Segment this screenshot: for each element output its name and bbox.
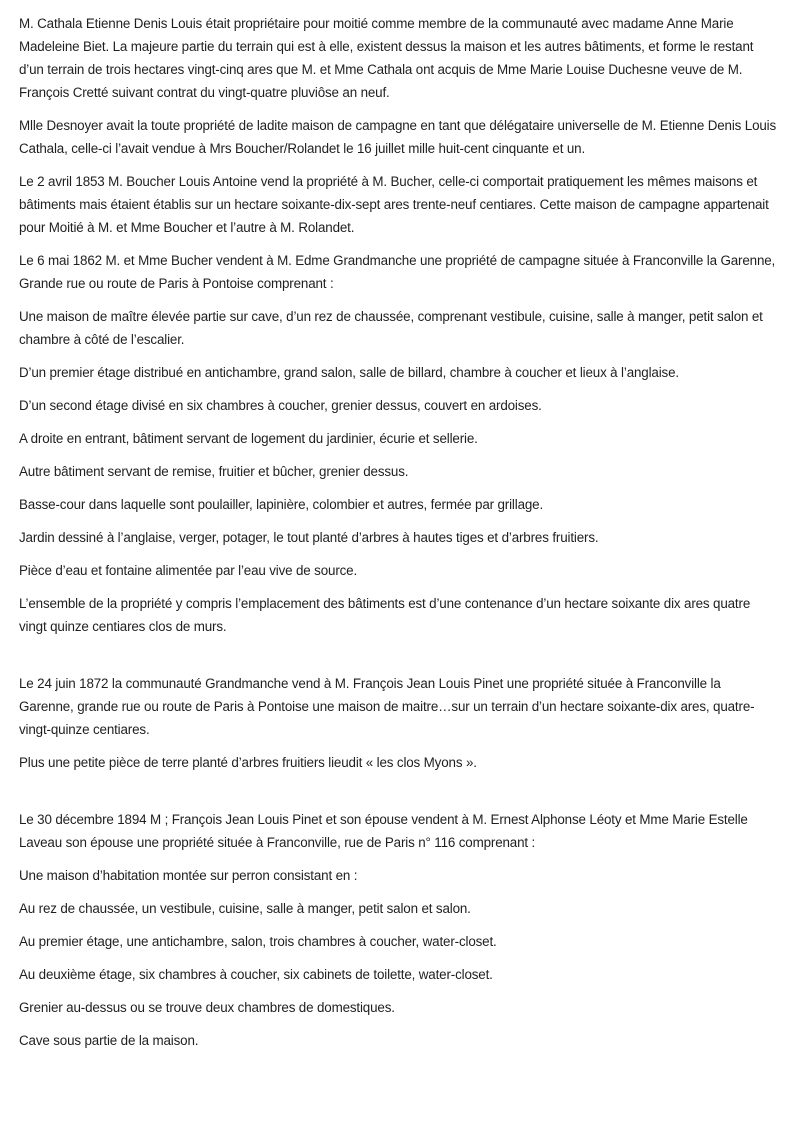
paragraph: Jardin dessiné à l’anglaise, verger, potager, le tout planté d’arbres à hautes tiges et d’arbres fruitiers. (19, 530, 599, 545)
section-grandmanche-sale (19, 672, 777, 774)
paragraph: Le 24 juin 1872 la communauté Grandmanche vend à M. François Jean Louis Pinet une propriété située à Franconville la Garenne, grande rue ou route de Paris à Pontoise une maison de maitre…sur un terrain d’un hectare soixante-dix ares, quatre-vingt-quinze centiares. (19, 676, 755, 737)
paragraph: Le 6 mai 1862 M. et Mme Bucher vendent à M. Edme Grandmanche une propriété de campagne située à Franconville la Garenne, Grande rue ou route de Paris à Pontoise comprenant : (19, 253, 776, 291)
paragraph: Cave sous partie de la maison. (19, 1033, 199, 1048)
section-cathala-history (19, 12, 777, 638)
section-gap (19, 648, 777, 672)
section-pinet-sale (19, 808, 777, 1052)
paragraph: Basse-cour dans laquelle sont poulailler, lapinière, colombier et autres, fermée par grillage. (19, 497, 544, 512)
paragraph: Pièce d’eau et fontaine alimentée par l’eau vive de source. (19, 563, 358, 578)
paragraph: Le 30 décembre 1894 M ; François Jean Louis Pinet et son épouse vendent à M. Ernest Alphonse Léoty et Mme Marie Estelle Laveau son épouse une propriété située à Franconville, rue de Paris n° 116 comprenant : (19, 812, 748, 850)
paragraph: Plus une petite pièce de terre planté d’arbres fruitiers lieudit « les clos Myons ». (19, 755, 477, 770)
paragraph: Mlle Desnoyer avait la toute propriété de ladite maison de campagne en tant que délégataire universelle de M. Etienne Denis Louis Cathala, celle-ci l’avait vendue à Mrs Boucher/Rolandet le 16 juillet mille huit-cent cinquante et un. (19, 118, 777, 156)
section-gap (19, 784, 777, 808)
paragraph: M. Cathala Etienne Denis Louis était propriétaire pour moitié comme membre de la communauté avec madame Anne Marie Madeleine Biet. La majeure partie du terrain qui est à elle, existent dessus la maison et les autres bâtiments, et forme le restant d’un terrain de trois hectares vingt-cinq ares que M. et Mme Cathala ont acquis de Mme Marie Louise Duchesne veuve de M. François Cretté suivant contrat du vingt-quatre pluviôse an neuf. (19, 16, 754, 100)
paragraph: Grenier au-dessus ou se trouve deux chambres de domestiques. (19, 1000, 395, 1015)
paragraph: Au deuxième étage, six chambres à coucher, six cabinets de toilette, water-closet. (19, 967, 493, 982)
paragraph: L’ensemble de la propriété y compris l’emplacement des bâtiments est d’une contenance d’un hectare soixante dix ares quatre vingt quinze centiares clos de murs. (19, 596, 751, 634)
paragraph: D’un premier étage distribué en antichambre, grand salon, salle de billard, chambre à coucher et lieux à l’anglaise. (19, 365, 679, 380)
paragraph: Une maison de maître élevée partie sur cave, d’un rez de chaussée, comprenant vestibule, cuisine, salle à manger, petit salon et chambre à côté de l’escalier. (19, 309, 763, 347)
paragraph: Autre bâtiment servant de remise, fruitier et bûcher, grenier dessus. (19, 464, 409, 479)
paragraph: A droite en entrant, bâtiment servant de logement du jardinier, écurie et sellerie. (19, 431, 478, 446)
document-page (19, 12, 777, 1062)
paragraph: Au rez de chaussée, un vestibule, cuisine, salle à manger, petit salon et salon. (19, 901, 471, 916)
paragraph: D’un second étage divisé en six chambres à coucher, grenier dessus, couvert en ardoises. (19, 398, 542, 413)
paragraph: Une maison d’habitation montée sur perron consistant en : (19, 868, 358, 883)
paragraph: Le 2 avril 1853 M. Boucher Louis Antoine vend la propriété à M. Bucher, celle-ci comportait pratiquement les mêmes maisons et bâtiments mais étaient établis sur un hectare soixante-dix-sept ares trente-neuf centiares. Cette maison de campagne appartenait pour Moitié à M. et Mme Boucher et l’autre à M. Rolandet. (19, 174, 769, 235)
paragraph: Au premier étage, une antichambre, salon, trois chambres à coucher, water-closet. (19, 934, 497, 949)
